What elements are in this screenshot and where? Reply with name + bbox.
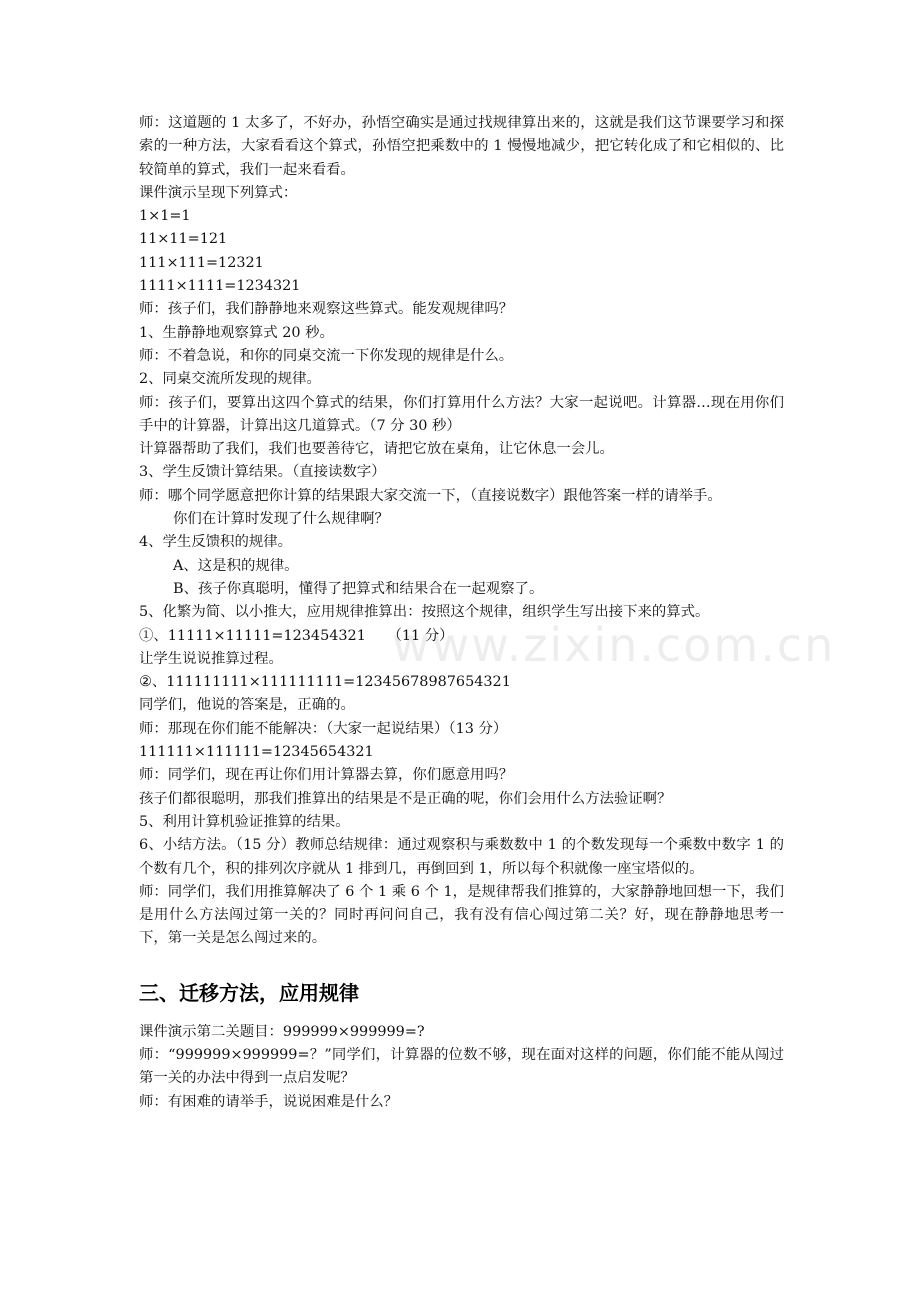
paragraph: 师：同学们，现在再让你们用计算器去算，你们愿意用吗？	[139, 767, 514, 784]
step-line: 3、学生反馈计算结果。（直接读数字）	[139, 464, 386, 481]
paragraph: 孩子们都很聪明，那我们推算出的结果是不是正确的呢，你们会用什么方法验证啊？	[139, 790, 672, 807]
step-line: 4、学生反馈积的规律。	[139, 534, 293, 551]
paragraph: 计算器帮助了我们，我们也要善待它，请把它放在桌角，让它休息一会儿。	[139, 441, 614, 458]
lesson-block-top	[139, 112, 784, 601]
equation-line: 111×111=12321	[139, 254, 264, 271]
step-line: 5、利用计算机验证推算的结果。	[139, 813, 350, 830]
paragraph: 师：“999999×999999=？”同学们，计算器的位数不够，现在面对这样的问题，你们能不能从闯过第一关的办法中得到一点启发呢？	[139, 1046, 784, 1087]
step-line: 1、生静静地观察算式 20 秒。	[139, 324, 334, 341]
paragraph: 师：不着急说，和你的同桌交流一下你发现的规律是什么。	[139, 347, 514, 364]
lesson-block-mid	[139, 601, 784, 950]
lesson-block-bottom	[139, 1021, 784, 1114]
indented-line: 你们在计算时发现了什么规律啊？	[173, 511, 389, 528]
step-line: 5、化繁为简、以小推大，应用规律推算出：按照这个规律，组织学生写出接下来的算式。	[139, 604, 710, 621]
equation-line: 1111×1111=1234321	[139, 278, 301, 295]
paragraph: 同学们，他说的答案是，正确的。	[139, 697, 355, 714]
watermark: www.zixin.com.cn	[392, 618, 836, 672]
equation-line: 11×11=121	[139, 231, 228, 248]
equation-line: 1×1=1	[139, 208, 191, 225]
paragraph: 师：这道题的 1 太多了，不好办，孙悟空确实是通过找规律算出来的，这就是我们这节课要学习和探索的一种方法，大家看看这个算式，孙悟空把乘数中的 1 慢慢地减少，把它转化成了和它相似的、比较简单的算式，我们一起来看看。	[139, 115, 784, 178]
paragraph: 师：哪个同学愿意把你计算的结果跟大家交流一下，（直接说数字）跟他答案一样的请举手。	[139, 487, 722, 504]
paragraph: 师：那现在你们能不能解决：（大家一起说结果）（13 分）	[139, 720, 508, 737]
paragraph: 课件演示呈现下列算式：	[139, 184, 298, 201]
indented-line: A、这是积的规律。	[173, 557, 299, 574]
paragraph: 课件演示第二关题目：999999×999999=?	[139, 1023, 425, 1040]
indented-line: B、孩子你真聪明，懂得了把算式和结果合在一起观察了。	[173, 580, 544, 597]
equation-line: ②、111111111×111111111=12345678987654321	[139, 674, 511, 691]
step-line: 2、同桌交流所发现的规律。	[139, 371, 321, 388]
section-heading: 三、迁移方法，应用规律	[139, 980, 359, 1005]
document-body	[139, 112, 784, 1114]
paragraph: 师：孩子们，我们静静地来观察这些算式。能发观规律吗？	[139, 301, 514, 318]
equation-line: 111111×111111=12345654321	[139, 744, 374, 761]
paragraph: 师：孩子们，要算出这四个算式的结果，你们打算用什么方法？大家一起说吧。计算器…现在用你们手中的计算器，计算出这几道算式。（7 分 30 秒）	[139, 394, 784, 434]
paragraph: 师：同学们，我们用推算解决了 6 个 1 乘 6 个 1，是规律帮我们推算的，大家静静地回想一下，我们是用什么方法闯过第一关的？同时再问问自己，我有没有信心闯过第二关？好，现在静静地思考一下，第一关是怎么闯过来的。	[139, 883, 784, 947]
paragraph: 师：有困难的请举手，说说困难是什么？	[139, 1093, 399, 1110]
paragraph: 6、小结方法。（15 分）教师总结规律：通过观察积与乘数数中 1 的个数发现每一个乘数中数字 1 的个数有几个，积的排列次序就从 1 排到几，再倒回到 1，所以每个积就像一座宝塔似的。	[139, 837, 784, 877]
paragraph: 让学生说说推算过程。	[139, 650, 283, 667]
equation-line: ①、11111×11111=123454321 （11 分）	[139, 627, 454, 644]
